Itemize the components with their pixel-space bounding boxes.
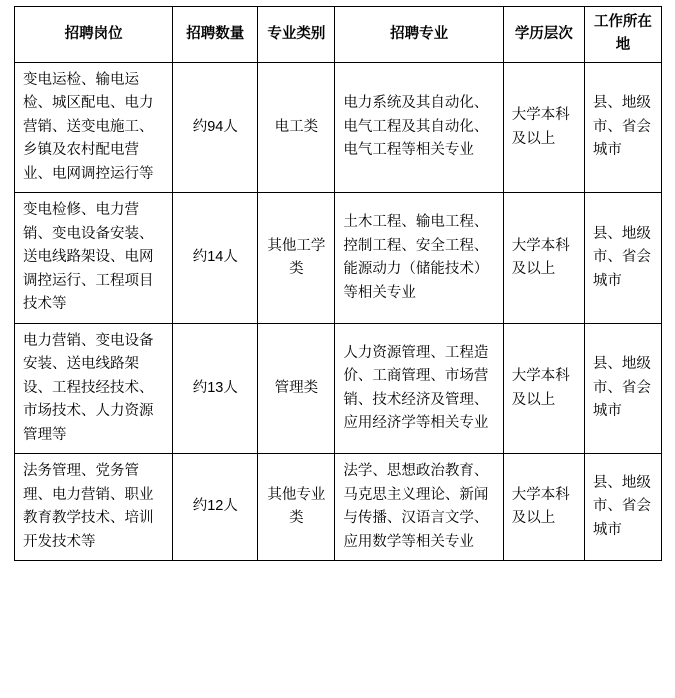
cell-post: 变电检修、电力营销、变电设备安装、送电线路架设、电网调控运行、工程项目技术等 (15, 193, 173, 323)
cell-count: 约12人 (173, 454, 258, 561)
table-row (15, 62, 662, 192)
cell-education: 大学本科及以上 (503, 193, 584, 323)
cell-post: 电力营销、变电设备安装、送电线路架设、工程技经技术、市场技术、人力资源管理等 (15, 323, 173, 453)
recruitment-table (14, 6, 662, 561)
cell-major-type: 其他工学类 (258, 193, 335, 323)
cell-education: 大学本科及以上 (503, 62, 584, 192)
cell-count: 约94人 (173, 62, 258, 192)
table-header (15, 7, 662, 63)
cell-major: 电力系统及其自动化、电气工程及其自动化、电气工程等相关专业 (335, 62, 503, 192)
column-header-major: 招聘专业 (335, 7, 503, 63)
cell-count: 约14人 (173, 193, 258, 323)
cell-post: 法务管理、党务管理、电力营销、职业教育教学技术、培训开发技术等 (15, 454, 173, 561)
cell-major-type: 管理类 (258, 323, 335, 453)
cell-major: 土木工程、输电工程、控制工程、安全工程、能源动力（储能技术）等相关专业 (335, 193, 503, 323)
cell-major: 人力资源管理、工程造价、工商管理、市场营销、技术经济及管理、应用经济学等相关专业 (335, 323, 503, 453)
table-header-row (15, 7, 662, 63)
cell-location: 县、地级市、省会城市 (584, 193, 661, 323)
cell-location: 县、地级市、省会城市 (584, 323, 661, 453)
cell-location: 县、地级市、省会城市 (584, 62, 661, 192)
column-header-count: 招聘数量 (173, 7, 258, 63)
cell-major-type: 电工类 (258, 62, 335, 192)
cell-major: 法学、思想政治教育、马克思主义理论、新闻与传播、汉语言文学、应用数学等相关专业 (335, 454, 503, 561)
cell-post: 变电运检、输电运检、城区配电、电力营销、送变电施工、乡镇及农村配电营业、电网调控运行等 (15, 62, 173, 192)
table-row (15, 454, 662, 561)
cell-education: 大学本科及以上 (503, 323, 584, 453)
cell-major-type: 其他专业类 (258, 454, 335, 561)
table-row (15, 193, 662, 323)
column-header-education: 学历层次 (503, 7, 584, 63)
table-row (15, 323, 662, 453)
cell-count: 约13人 (173, 323, 258, 453)
cell-education: 大学本科及以上 (503, 454, 584, 561)
column-header-major-type: 专业类别 (258, 7, 335, 63)
column-header-location: 工作所在地 (584, 7, 661, 63)
table-body (15, 62, 662, 560)
column-header-post: 招聘岗位 (15, 7, 173, 63)
cell-location: 县、地级市、省会城市 (584, 454, 661, 561)
